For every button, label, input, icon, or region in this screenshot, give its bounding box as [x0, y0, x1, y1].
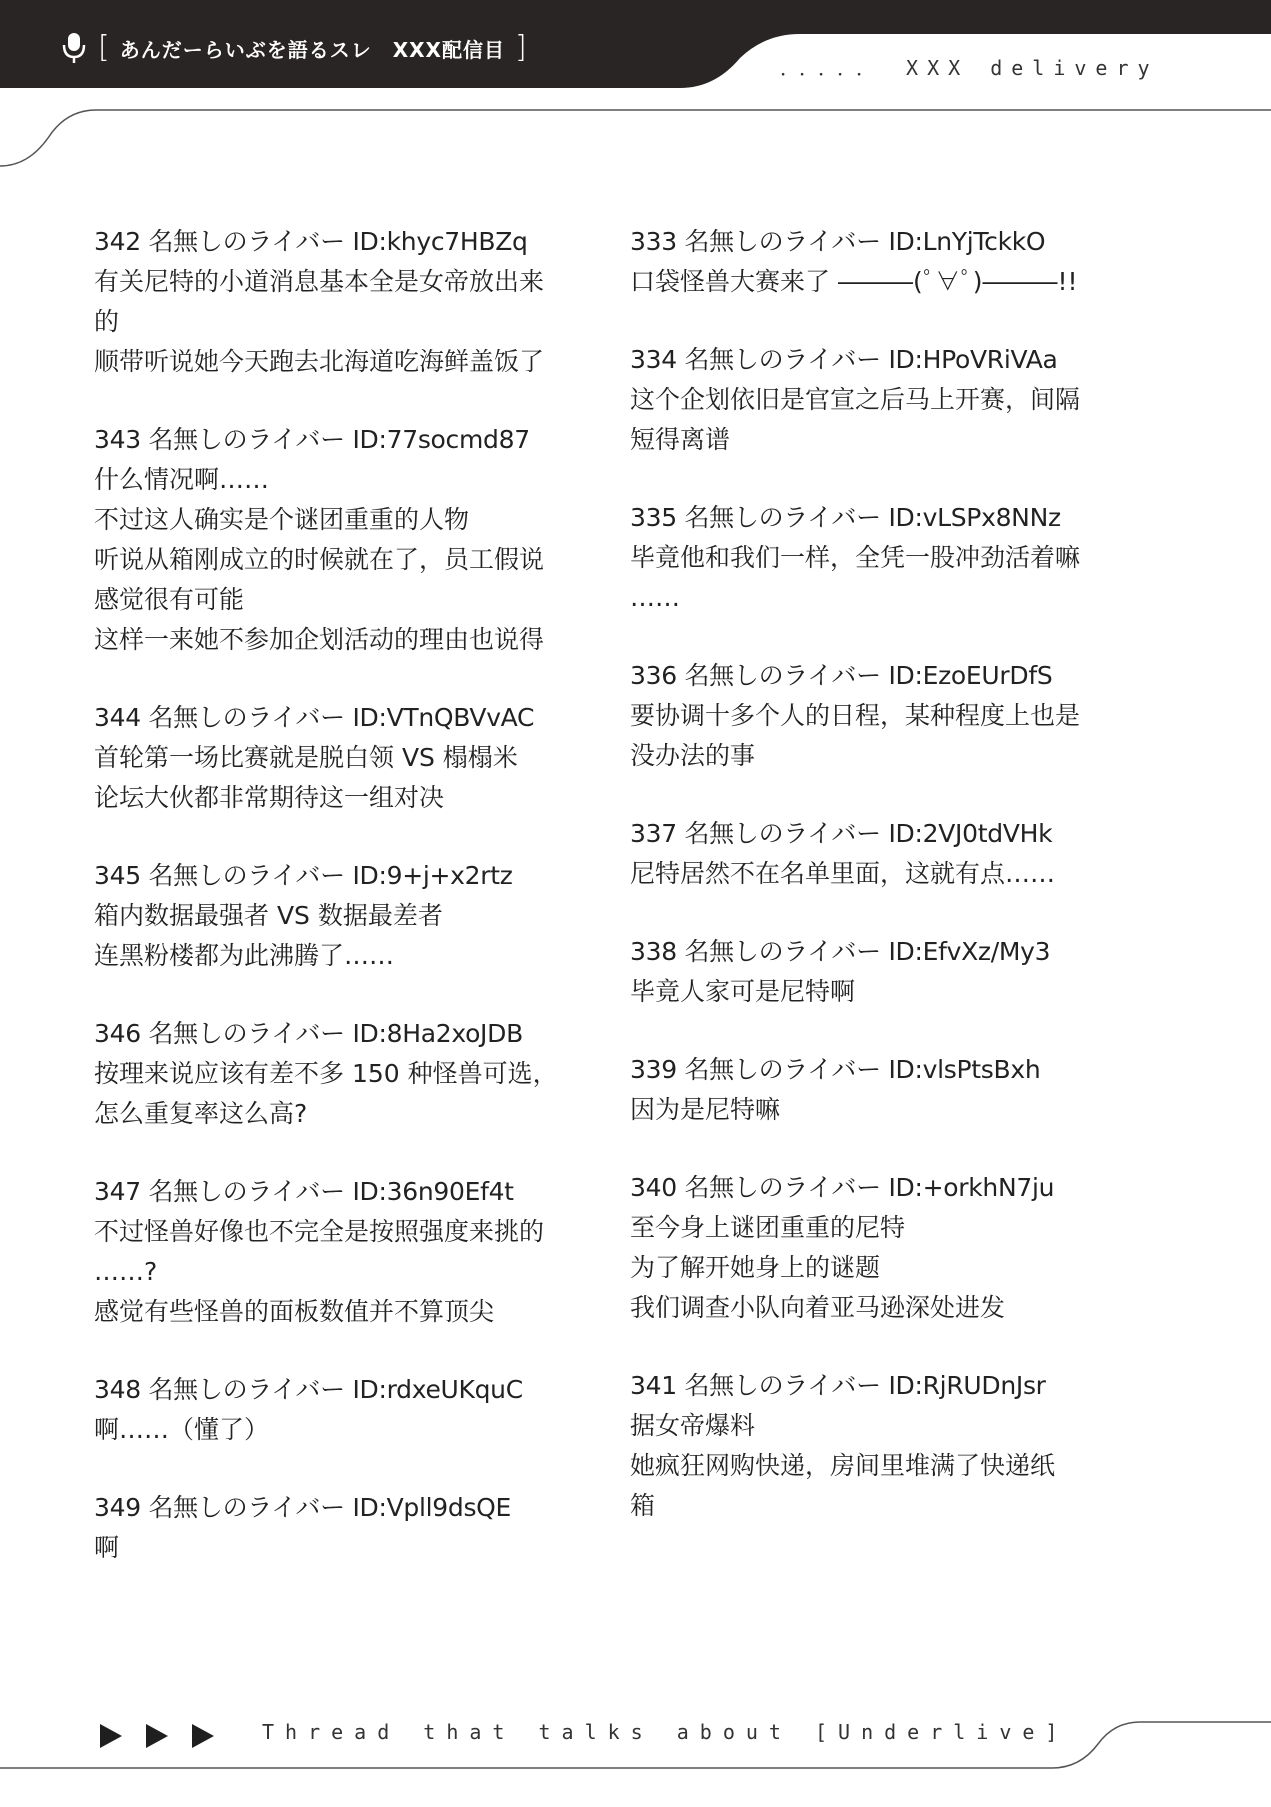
post-340: [630, 1168, 1110, 1328]
post-line: 感觉有些怪兽的面板数值并不算顶尖: [94, 1297, 495, 1326]
post-header: 335 名無しのライバー ID:vLSPx8NNz: [630, 503, 1061, 532]
post-343: [94, 420, 574, 660]
thread-title: あんだーらいぶを語るスレ XXX配信目: [119, 37, 505, 62]
title-bracket-open: [: [98, 30, 110, 65]
left-column: [94, 222, 574, 1606]
post-header: 341 名無しのライバー ID:RjRUDnJsr: [630, 1371, 1046, 1400]
post-line: 短得离谱: [630, 425, 731, 454]
post-header: 340 名無しのライバー ID:+orkhN7ju: [630, 1173, 1055, 1202]
post-line: 听说从箱刚成立的时候就在了，员工假说: [94, 545, 545, 574]
post-line: 毕竟人家可是尼特啊: [630, 977, 856, 1006]
post-337: [630, 814, 1110, 894]
play-icon: [192, 1724, 214, 1748]
post-header: 342 名無しのライバー ID:khyc7HBZq: [94, 227, 528, 256]
post-line: 啊……（懂了）: [94, 1415, 270, 1444]
post-339: [630, 1050, 1110, 1130]
post-line: 这个企划依旧是官宣之后马上开赛，间隔: [630, 385, 1081, 414]
post-header: 336 名無しのライバー ID:EzoEUrDfS: [630, 661, 1053, 690]
post-line: 顺带听说她今天跑去北海道吃海鲜盖饭了: [94, 347, 545, 376]
play-icon: [100, 1724, 122, 1748]
post-345: [94, 856, 574, 976]
post-header: 334 名無しのライバー ID:HPoVRiVAa: [630, 345, 1058, 374]
footer-deco-line: [0, 1700, 1271, 1807]
post-line: 因为是尼特嘛: [630, 1095, 781, 1124]
post-line: 什么情况啊……: [94, 465, 270, 494]
post-line: 我们调查小队向着亚马逊深处进发: [630, 1293, 1006, 1322]
post-header: 347 名無しのライバー ID:36n90Ef4t: [94, 1177, 514, 1206]
header-subtitle: ．．．．． XXX delivery: [780, 56, 1159, 80]
post-header: 337 名無しのライバー ID:2VJ0tdVHk: [630, 819, 1053, 848]
post-header: 338 名無しのライバー ID:EfvXz/My3: [630, 937, 1051, 966]
post-line: 有关尼特的小道消息基本全是女帝放出来: [94, 267, 545, 296]
post-338: [630, 932, 1110, 1012]
title-bracket-close: ]: [514, 30, 527, 65]
post-line: 尼特居然不在名单里面，这就有点……: [630, 859, 1056, 888]
post-line: 不过这人确实是个谜团重重的人物: [94, 505, 470, 534]
footer: [0, 1700, 1271, 1807]
post-line: 没办法的事: [630, 741, 756, 770]
post-341: [630, 1366, 1110, 1526]
post-line: 据女帝爆料: [630, 1411, 756, 1440]
post-line: 至今身上谜团重重的尼特: [630, 1213, 906, 1242]
post-header: 349 名無しのライバー ID:Vpll9dsQE: [94, 1493, 512, 1522]
post-line: 的: [94, 307, 120, 336]
post-line: 口袋怪兽大赛来了 ―――(ﾟ∀ﾟ)―――!!: [630, 267, 1078, 296]
post-line: ……?: [94, 1257, 158, 1286]
post-header: 344 名無しのライバー ID:VTnQBVvAC: [94, 703, 535, 732]
post-346: [94, 1014, 574, 1134]
post-header: 348 名無しのライバー ID:rdxeUKquC: [94, 1375, 523, 1404]
post-line: ……: [630, 583, 680, 612]
post-line: 怎么重复率这么高?: [94, 1099, 308, 1128]
post-header: 343 名無しのライバー ID:77socmd87: [94, 425, 530, 454]
post-header: 345 名無しのライバー ID:9+j+x2rtz: [94, 861, 513, 890]
post-line: 按理来说应该有差不多 150 种怪兽可选，: [94, 1059, 558, 1088]
post-line: 连黑粉楼都为此沸腾了……: [94, 941, 395, 970]
post-line: 首轮第一场比赛就是脱白领 VS 榻榻米: [94, 743, 518, 772]
post-line: 为了解开她身上的谜题: [630, 1253, 881, 1282]
post-335: [630, 498, 1110, 618]
microphone-icon: [60, 31, 88, 65]
post-349: [94, 1488, 574, 1568]
post-line: 不过怪兽好像也不完全是按照强度来挑的: [94, 1217, 545, 1246]
post-header: 333 名無しのライバー ID:LnYjTckkO: [630, 227, 1046, 256]
post-348: [94, 1370, 574, 1450]
post-line: 毕竟他和我们一样，全凭一股冲劲活着嘛: [630, 543, 1081, 572]
header-title: [60, 28, 527, 68]
post-line: 这样一来她不参加企划活动的理由也说得: [94, 625, 545, 654]
post-line: 要协调十多个人的日程，某种程度上也是: [630, 701, 1081, 730]
post-347: [94, 1172, 574, 1332]
right-column: [630, 222, 1110, 1564]
post-header: 339 名無しのライバー ID:vlsPtsBxh: [630, 1055, 1041, 1084]
post-344: [94, 698, 574, 818]
post-line: 感觉很有可能: [94, 585, 245, 614]
header-deco-line: [0, 88, 1271, 178]
post-line: 箱内数据最强者 VS 数据最差者: [94, 901, 443, 930]
play-icon: [146, 1724, 168, 1748]
post-line: 她疯狂网购快递，房间里堆满了快递纸: [630, 1451, 1056, 1480]
post-333: [630, 222, 1110, 302]
post-line: 箱: [630, 1491, 656, 1520]
post-334: [630, 340, 1110, 460]
post-342: [94, 222, 574, 382]
footer-text: Thread that talks about [Underlive]: [262, 1720, 1069, 1744]
post-header: 346 名無しのライバー ID:8Ha2xoJDB: [94, 1019, 523, 1048]
play-icons: [100, 1724, 214, 1748]
post-line: 啊: [94, 1533, 120, 1562]
post-line: 论坛大伙都非常期待这一组对决: [94, 783, 445, 812]
post-336: [630, 656, 1110, 776]
